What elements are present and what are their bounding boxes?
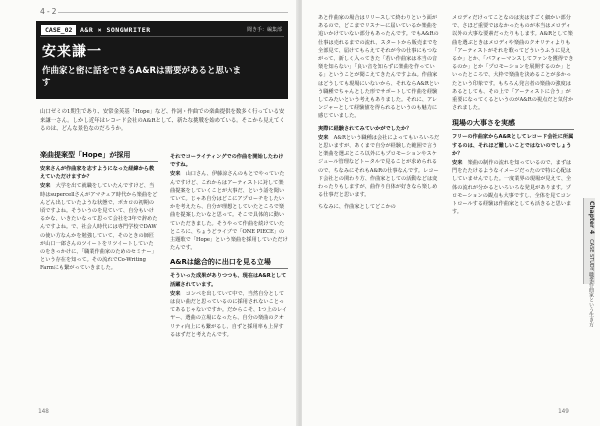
chapter-label: CASE STUDY 職業作曲家という生き方	[588, 239, 594, 328]
intro-paragraph: 山口ゼミの1期生であり、安常金英基「Hope」など、作詞・作曲での楽曲提供を数多く行っている安来謙一さん。しかし近年はレコード会社のA&Rとして、新たな挑戦を始めている。そこから見えてくるのは、どんな景色なのだろうか。	[40, 109, 285, 133]
case-bar	[38, 25, 286, 35]
case-header-box	[36, 21, 288, 99]
interview-answer	[170, 170, 288, 252]
body-paragraph: メロディだけってことなのは実はすごく細かい部分で、さほど重要ではなかったものが本当はメロディ以外の大事な要素だったりもします。A&Rとして楽曲を選ぶときはメロディや楽曲のクオリティよりも「アーティストがそれを歌ってどういうふうに見えるか」とか、「パフォーマンスしてファンを獲得できるのか」とか「プロモーションを展開するのか」といったところで、大枠で楽曲を決めることが多かったという印象です。もちろん発言者の楽曲の強度はあるとしても、その上で「アーティストに合う」が重要になってくるというのがA&Rの視点だと気付かされました。	[452, 15, 574, 112]
answer-text: 山口さん、伊藤涼さんのもとでやっていたんですけど、これからはアーティストに対して楽曲提案をしていくことが大事だ、という話を聞いていて。じゃあ自分はどこにアプローチをしたいかを考えたら、自分が理想としていたところで楽曲を提案したいなと思って。そこで具体的に動いていただきました。そうやって作曲を続けていたところに、ちょうどライブで「ONE PIECE」の主題歌で「Hope」という楽曲を採用していただけたんです。	[170, 171, 288, 252]
right-column-2	[452, 14, 574, 216]
interview-question: 実際に経験されてみていかがでしたか？	[318, 125, 412, 132]
page-number-left: 148	[38, 408, 49, 415]
chapter-tab-text	[586, 201, 594, 327]
case-credit: 聞き手：編集部	[246, 27, 282, 33]
section-heading-ar: A&Rは総合的に出口を見る立場	[170, 257, 288, 269]
chapter-number: Chapter 4	[588, 201, 595, 235]
interviewee-name: 安来謙一	[42, 44, 102, 60]
body-paragraph: ちなみに、作曲家としてどこかの	[318, 204, 396, 211]
left-column-1	[40, 150, 158, 273]
case-rule	[40, 36, 284, 37]
answer-text: コンペを出していて中で、当然自分としては良い曲だと思っているのに採用されないことってあるじゃないですか。だからこそ、1つ上のレイヤー、選曲の立場になったら、自分の楽曲のクオリティ向上にも繋がるし、自ずと採用率も上昇するはずだと考えたんです。	[170, 290, 288, 338]
interview-answer	[452, 159, 574, 216]
answer-text: 大学を出て就職をしていたんですけど、当時はsupercellさんがアマチュア時代から楽曲をどんどん出していたような状態で、ボカロの初期の頃ですよね。そういうのを見ていて、自分もいけるかな、いきたいなって思って会社を3年で辞めたんですよね。で、社会人時代には専門学校でDAWの使い方なんかを勉強していて、そのときの師匠が山口一郎さんのツイートをリツイートしていたのをきっかけに、「職業作曲家のためのセミナー」という存在を知って。その流れでCo-Writing Farmにも繋がっていきました。	[40, 183, 158, 272]
section-rule	[58, 12, 288, 13]
interview-answer	[40, 182, 158, 272]
case-title: A&R × SONGWRITER	[80, 26, 151, 34]
interview-question: 安来さんが作曲家を志すようになった経緯から教えていただけますか？	[40, 166, 155, 181]
answer-text: A&Rという職種は会社によってもいろいろだと思いますが、あくまで自分が経験した範囲で言うと楽曲を選ぶところ以外にもプロモーションやスケジュール管理などトータルで見ることが求められるので、ちなみにそれもA&Rの仕事なんです。レコード会社との関わり方、作曲家としての活動などは変わったりもしますが、曲作り自体が好きなら楽しめる仕事だと思います。	[318, 134, 440, 199]
page-number-right: 149	[558, 408, 569, 415]
interview-question: そういった成果がありつつも、現在はA&Rとして活躍されています。	[170, 273, 287, 288]
right-column-1	[318, 14, 440, 212]
section-number: 4-2	[40, 7, 58, 16]
body-paragraph: あと作曲家の場合はリリースして終わりという面があるので、どこまでリスナーに届いているか楽曲を追いかけていない部分もあったんです。でもA&Rの仕事は売れるまでの流れ、スタートから販売までを全部見て、届けてもらえてそれが今の仕事にもつながって、新しく入ってきた「若い作曲家は本当の音楽を知らない」「良い音を知らずに楽曲を作っている」ということが聞こえてきたんですよね。作曲家はどうしても現場にいないから、それならA&Rという職種でちゃんとした形でサポートして作曲を経験してみたいという考えもありました。それに、アレンジャーとして経験値を得られるというのも魅力に感じていました。	[318, 15, 440, 120]
answer-text: 楽曲の制作の流れを知っているので、まずは門をたたけるようなイメージだったので特に心配はしていませんでした。一度業界の現場が見えて、全体の流れが分かるといろいろな発見があります。プロモーションの観点も大事ですし、全体を見てコントロールする経験は作曲家としても活きると思います。	[452, 160, 572, 216]
right-page	[302, 0, 600, 426]
speaker-label: 安来	[170, 290, 181, 297]
interview-question: それでコーライティングでの作曲を開始したわけですね。	[170, 154, 284, 169]
speaker-label: 安来	[318, 134, 329, 141]
section-heading-hope: 楽曲提案型「Hope」が採用	[40, 150, 158, 162]
speaker-label: 安来	[170, 171, 181, 178]
interview-answer	[170, 290, 288, 339]
interview-question: フリーの作曲家からA&Rとしてレコード会社に所属するのは、それほど難しいことではないのでしょうか？	[452, 134, 574, 157]
interview-answer	[318, 134, 440, 200]
case-subtitle: 作曲家と密に話をできるA&Rは需要があると思います	[42, 66, 242, 88]
left-page	[0, 0, 298, 426]
left-column-2	[170, 150, 288, 339]
speaker-label: 安来	[40, 183, 51, 190]
speaker-label: 安来	[452, 160, 463, 167]
section-heading-genba: 現場の大事さを実感	[452, 118, 574, 130]
case-label: CASE_02	[41, 25, 76, 35]
